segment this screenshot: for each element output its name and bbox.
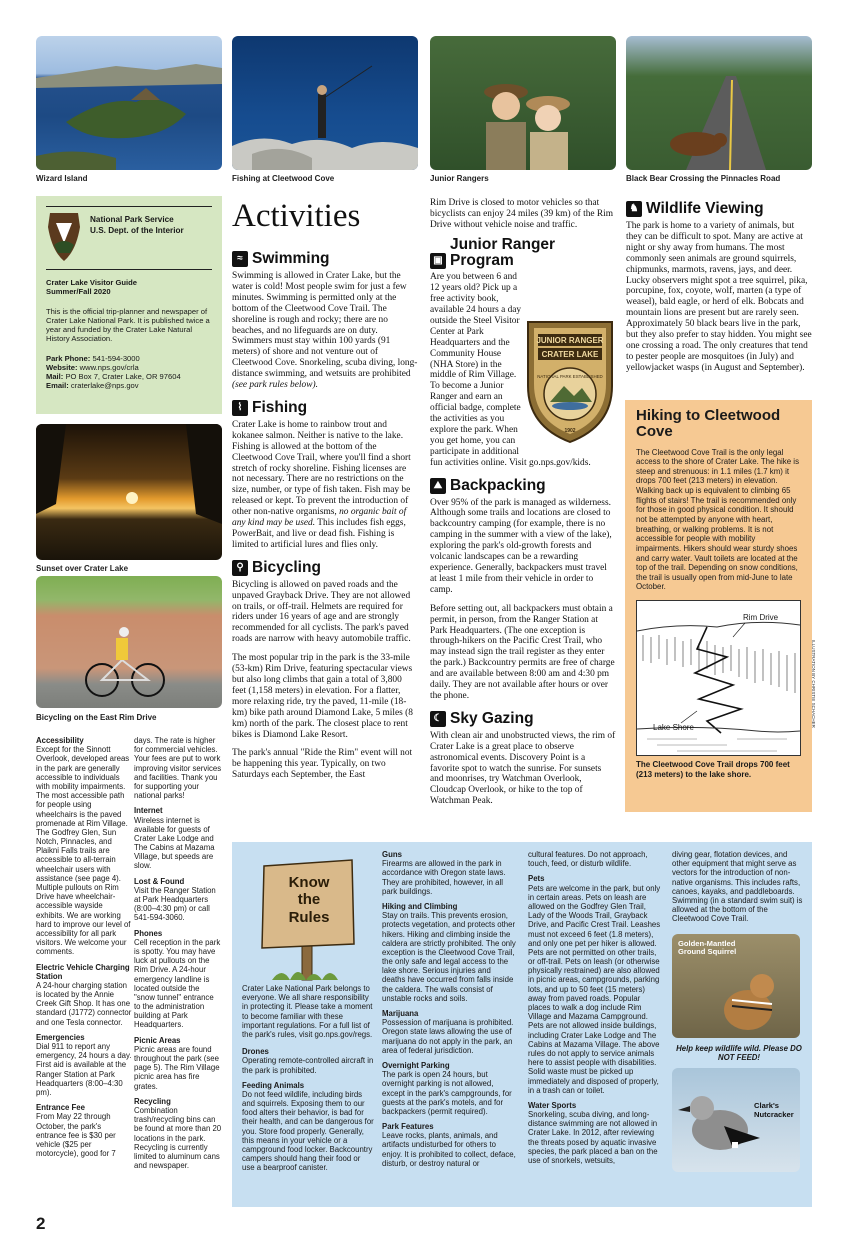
- activities-column-2: [430, 198, 616, 815]
- rules-column-2: [382, 850, 516, 1168]
- nps-info-box: [36, 196, 222, 414]
- info-heading: Picnic Areas: [134, 1035, 181, 1045]
- bicycling-caption: Bicycling on the East Rim Drive: [36, 713, 157, 722]
- sunset-caption: Sunset over Crater Lake: [36, 564, 129, 573]
- fishing-text: Crater Lake is home to rainbow trout and kokanee salmon. Neither is native to the lake. Fishing is allowed at the bottom of the Cleetwood Cove Trail, where you'll find a short stretch of rocky shoreline. Fishing licenses are not necessary. There are no restrictions on the size, number, or type of fish taken. Fish may be released or kept. To prevent the introduction of other non-native organisms, no organic bait of any kind may be used. This includes fish eggs, PowerBait, and live or dead fish. Fishing is limited to artificial lures and flies only.: [232, 419, 411, 550]
- fishing-icon: ⌇: [232, 400, 248, 416]
- wizard-island-illustration: [36, 36, 222, 170]
- junior-ranger-heading: ▣ Junior Ranger Program: [430, 237, 616, 270]
- info-heading: Phones: [134, 928, 163, 938]
- backpacking-text-2: Before setting out, all backpackers must obtain a permit, in person, from the Ranger Station at Park Headquarters. (The one exception is through-hikers on the Pacific Crest Trail, who may instead sign the trail register as they enter the park.) Backcountry permits are free of charge and are available between 8:00 am and 4:30 pm daily. They are not available after hours or over the phone.: [430, 603, 615, 701]
- lake-shore-label: Lake Shore: [653, 723, 694, 733]
- bicycling-text-3: The park's annual "Ride the Rim" event will not be happening this year. Typically, on two Saturdays each September, the East: [232, 748, 413, 781]
- rule-heading: Pets: [528, 874, 545, 884]
- hiker-icon: ⛰: [430, 478, 446, 494]
- info-text: Cell reception in the park is spotty. You may have luck at pullouts on the Rim Drive. A 24-hour emergency landline is located outside the "snow tunnel" entrance to the administration building at Park Headquarters.: [134, 937, 221, 1030]
- info-heading: Accessibility: [36, 736, 84, 745]
- trail-caption: The Cleetwood Cove Trail drops 700 feet (213 meters) to the lake shore.: [636, 760, 790, 779]
- rule-heading: Guns: [382, 850, 402, 859]
- fishing-heading: ⌇ Fishing: [232, 399, 418, 417]
- swimming-text: Swimming is allowed in Crater Lake, but the water is cold! Most people swim for just a few minutes. Swimming is permitted only at the bottom of the Cleetwood Cove Trail. The shoreline is rough and rocky; there are no beaches, and no lifeguards are on duty. Swimmers must stay within 100 yards (91 meters) of shore and not venture out of Cleetwood Cove. Snorkeling, scuba diving, long-distance swimming, and wetsuits are prohibited (see park rules below).: [232, 270, 418, 391]
- backpacking-heading: ⛰ Backpacking: [430, 477, 616, 495]
- info-heading: Internet: [134, 806, 163, 816]
- rule-text: Do not feed wildlife, including birds and squirrels. Exposing them to our food alters their behavior, is bad for their health, and can be dangerous for you. Store food properly. Generally, this means in your vehicle or a campground food locker. Backcountry campers should hang their food or use a bearproof canister.: [242, 1089, 374, 1173]
- wildlife-heading: ♞ Wildlife Viewing: [626, 200, 812, 218]
- bicycling-illustration: [36, 576, 222, 708]
- nutcracker-label: Clark's Nutcracker: [754, 1100, 794, 1119]
- nps-dept: U.S. Dept. of the Interior: [90, 225, 184, 235]
- contact-email: Email: craterlake@nps.gov: [46, 381, 139, 391]
- contact-mail: Mail: PO Box 7, Crater Lake, OR 97604: [46, 372, 181, 381]
- rule-heading: Water Sports: [528, 1100, 577, 1110]
- rule-heading: Park Features: [382, 1122, 434, 1132]
- wildlife-text: The park is home to a variety of animals, but they can be difficult to spot. Many are active at night or shy away from humans. The most commonly seen animals are ground squirrels, chipmunks, marmots, ravens, jays, and deer. Lucky observers might spot a tree squirrel, pika, porcupine, fox, coyote, wolf, marten (a type of weasel), bald eagle, or herd of elk. Bobcats and mountain lions are present but are rarely seen. Approximately 50 black bears live in the park, but they also prefer to stay hidden. You might see one crossing a road. The only creatures that tend to pester people are mosquitoes (in July) and yellowjacket wasps (in August and September).: [626, 220, 812, 373]
- divider: [46, 206, 212, 207]
- rim-drive-label: Rim Drive: [743, 613, 779, 623]
- junior-rangers-photo: [430, 36, 616, 170]
- info-text: Visit the Ranger Station at Park Headquarters (8:00–4:30 pm) or call 541-594-3060.: [134, 885, 216, 923]
- sunset-illustration: [36, 424, 222, 560]
- info-text: days. The rate is higher for commercial vehicles. Your fees are put to work improving visitor services and facilities. Thank you for supporting your national parks!: [134, 736, 222, 801]
- info-heading: Lost & Found: [134, 876, 185, 886]
- park-info-column-2: [134, 736, 222, 1170]
- info-text: Picnic areas are found throughout the park (see page 5). The Rim Village picnic area has fire grates.: [134, 1044, 220, 1091]
- activities-column-3: [626, 196, 812, 382]
- backpacking-text-1: Over 95% of the park is managed as wilderness. Although some trails and locations are closed to backcountry camping (for example, there is no camping in the summer with a view of the lake), exploring the park's old-growth forests and volcanic landscapes can be a rewarding experience. Generally, backpackers must travel at least 1 mile from their vehicle in order to camp.: [430, 497, 612, 595]
- black-bear-caption: Black Bear Crossing the Pinnacles Road: [626, 174, 781, 183]
- rule-text: Possession of marijuana is prohibited. Oregon state laws allowing the use of marijuana do not apply in the park, an area of federal jurisdiction.: [382, 1018, 514, 1055]
- fishing-illustration: [232, 36, 418, 170]
- junior-rangers-caption: Junior Rangers: [430, 174, 489, 183]
- black-bear-photo: [626, 36, 812, 170]
- trail-illustration: [636, 600, 801, 756]
- rules-column-4: [672, 850, 806, 1172]
- junior-ranger-text: Are you between 6 and 12 years old? Pick up a free activity book, available 24 hours a day outside the Steel Visitor Center at Park Headquarters and the Community House (NHA Store) in the middle of Rim Village. To become a Junior Ranger and earn an official badge, complete the activities as you explore the park. When you get home, you can participate in additional fun activities online. Visit go.nps.gov/kids.: [430, 272, 616, 468]
- rule-text: cultural features. Do not approach, touch, feed, or disturb wildlife.: [528, 850, 648, 869]
- info-text: A 24-hour charging station is located by the Annie Creek Gift Shop. It has one standard (J1772) connector and one Tesla connector.: [36, 980, 132, 1027]
- rule-text: The park is open 24 hours, but overnight parking is not allowed, except in the park's campgrounds, for guests at the park's motels, and for backpackers (permit required).: [382, 1070, 512, 1116]
- info-text: Dial 911 to report any emergency, 24 hours a day. First aid is available at the Ranger Station at Park Headquarters (8:00–4:30 pm).: [36, 1042, 132, 1097]
- ground-squirrel-photo: [672, 934, 800, 1038]
- contact-website: Website: www.nps.gov/crla: [46, 362, 139, 372]
- rule-text: Pets are welcome in the park, but only in certain areas. Pets on leash are allowed on the Godfrey Glen Trail, Lady of the Woods Trail, Grayback Drive, and Pacific Crest Trail. Leashes must not exceed 6 feet (1.8 meters), and only one pet per hiker is allowed. Pets are not permitted on other trails, or off-trail. Pets on leash (or otherwise physically restrained) are also allowed in picnic areas, campgrounds, parking lots, and up to 50 feet (15 meters) away from paved roads. Popular places to walk a dog include Rim Village and Mazama Campground. Pets are not allowed inside buildings, including Crater Lake Lodge and The Cabins at Mazama Village. The above rules do not apply to service animals here to assist people with disabilities. Solid waste must be picked up immediately and disposed of properly, in a trash can or toilet.: [528, 883, 661, 1095]
- nutcracker-photo: [672, 1068, 800, 1172]
- rule-text: Stay on trails. This prevents erosion, protects vegetation, and protects other hikers. Hiking and climbing inside the caldera are strictly prohibited. The only exception is the Cleetwood Cove Trail, the only safe and legal access to the lake shore. Serious injuries and deaths have occurred from falls inside the caldera. The walls consist of unstable rocks and soils.: [382, 911, 516, 1003]
- rule-heading: Drones: [242, 1047, 269, 1057]
- info-text: Combination trash/recycling bins can be found at more than 20 locations in the park. Recycling is currently limited to aluminum cans and newspaper.: [134, 1105, 222, 1171]
- bicycling-text-2: The most popular trip in the park is the 33-mile (53-km) Rim Drive, featuring spectacular views but also long climbs that gain a total of 3,800 feet (1,158 meters) in elevation. For a flatter, more relaxing ride, try the paved, 11-mile (18-km) bike path around Diamond Lake, 5 miles (8 km) north of the park. The closest place to rent bikes is Diamond Lake Resort.: [232, 653, 413, 740]
- hiking-text: The Cleetwood Cove Trail is the only legal access to the shore of Crater Lake. The hike is steep and strenuous: in 1.1 miles (1.7 km) it drops 700 feet (213 meters) in elevation. Walking back up is equivalent to climbing 65 flights of stairs! The trail is recommended only for those in good physical condition. It should not be attempted by anyone with heart, breathing, or walking problems. It is not accessible for people with mobility impairments. Hikers should wear sturdy shoes and carry water. Vault toilets are located at the top of the trail. Depending on snow conditions, the trail is usually open from mid-June to late October.: [636, 447, 800, 592]
- info-text: From May 22 through October, the park's entrance fee is $30 per vehicle ($25 per motorcycle), good for 7: [36, 1112, 116, 1159]
- nps-arrowhead-logo: [46, 211, 82, 263]
- rule-text: diving gear, flotation devices, and other equipment that might serve as vectors for the introduction of non-native organisms. This includes rafts, canoes, kayaks, and paddleboards. Swimming (in a standard swim suit) is allowed at the bottom of the Cleetwood Cove Trail.: [672, 850, 803, 924]
- info-heading: Recycling: [134, 1096, 171, 1106]
- badge-junior-ranger-text: JUNIOR RANGER: [536, 336, 604, 346]
- sky-gazing-text: With clean air and unobstructed views, the rim of Crater Lake is a great place to observe astronomical events. Discovery Point is a favorite spot to watch the sunrise. For sunsets and moonrises, try Watchman Overlook, Cloudcap Overlook, or hike to the top of Watchman Peak.: [430, 730, 616, 807]
- rule-text: Firearms are allowed in the park in accordance with Oregon state laws. They are prohibited, however, in all park buildings.: [382, 859, 506, 896]
- info-text: Wireless internet is available for guests of Crater Lake Lodge and The Cabins at Mazama Village, but speeds are slow.: [134, 815, 215, 871]
- contact-phone: Park Phone: 541-594-3000: [46, 353, 140, 363]
- page-number: 2: [36, 1214, 46, 1233]
- junior-rangers-illustration: [430, 36, 616, 170]
- hiking-sidebar: [625, 400, 816, 812]
- rule-heading: Overnight Parking: [382, 1060, 450, 1070]
- guide-title: Crater Lake Visitor Guide: [46, 278, 138, 287]
- sign-rules: Rules: [288, 908, 330, 926]
- rule-text: Snorkeling, scuba diving, and long-distance swimming are not allowed in Crater Lake. In 2012, after reviewing the threats posed by aquatic invasive species, the park placed a ban on the use of snorkels, wetsuits,: [528, 1110, 658, 1165]
- rules-column-3: [528, 850, 664, 1165]
- info-heading: Electric Vehicle Charging Station: [36, 962, 130, 981]
- nutcracker-illustration: [672, 1068, 800, 1172]
- hiking-title: Hiking to Cleetwood Cove: [636, 407, 781, 440]
- guide-season: Summer/Fall 2020: [46, 287, 111, 297]
- sign-know: Know: [288, 874, 330, 891]
- ranger-badge-icon: ▣: [430, 253, 446, 269]
- badge-year-text: 1902: [564, 428, 576, 435]
- wizard-island-caption: Wizard Island: [36, 174, 88, 183]
- info-heading: Emergencies: [36, 1032, 85, 1042]
- rule-heading: Marijuana: [382, 1009, 419, 1018]
- page-title: Activities: [232, 198, 361, 234]
- bicycling-photo: [36, 576, 222, 708]
- rule-heading: Hiking and Climbing: [382, 901, 458, 911]
- sky-gazing-heading: ☾ Sky Gazing: [430, 710, 616, 728]
- park-info-column-1: [36, 736, 132, 1158]
- rules-sign-column: [242, 856, 374, 1173]
- rule-heading: Feeding Animals: [242, 1080, 305, 1090]
- swimmer-icon: ≈: [232, 251, 248, 267]
- fishing-photo: [232, 36, 418, 170]
- info-heading: Entrance Fee: [36, 1103, 85, 1113]
- bicycling-text-1: Bicycling is allowed on paved roads and the unpaved Grayback Drive. They are not allowed on trails, or off-trail. Helmets are required for riders under 16 years of age and are strongly recommended for all cyclists. The park's paved roads are narrow with heavy automobile traffic.: [232, 579, 411, 645]
- squirrel-label: Golden-Mantled Ground Squirrel: [678, 938, 737, 957]
- know-the-rules-box: [232, 842, 812, 1207]
- divider: [46, 269, 212, 270]
- bicycling-text-cont: Rim Drive is closed to motor vehicles so that bicyclists can enjoy 24 miles (39 km) of the Rim Drive without vehicle noise and traffic.: [430, 198, 614, 230]
- know-the-rules-sign: [242, 856, 374, 982]
- info-text: Except for the Sinnott Overlook, developed areas in the park are generally accessible to individuals with mobility impairments. The most accessible path for people using wheelchairs is the paved promenade at Rim Village. The Godfrey Glen, Sun Notch, Pinnacles, and Plaikni Falls trails are accessible to all-terrain wheelchair users with assistance (see page 4). Multiple pullouts on Rim Drive have wheelchair-accessible wayside exhibits. We are working hard to improve our level of accessibility for all park visitors. We welcome your comments.: [36, 745, 131, 957]
- rule-text: Leave rocks, plants, animals, and artifacts undisturbed for others to enjoy. It is prohibited to collect, deface, disturb, or destroy natural or: [382, 1131, 516, 1168]
- wizard-island-photo: [36, 36, 222, 170]
- guide-intro: This is the official trip-planner and newspaper of Crater Lake National Park. It is published twice a year and funded by the Crater Lake Natural History Association.: [46, 306, 210, 344]
- sunset-photo: [36, 424, 222, 560]
- illustration-credit: ILLUSTRATION BY CHRISTIE SCHACHER: [811, 640, 816, 728]
- swimming-heading: ≈ Swimming: [232, 250, 418, 268]
- junior-ranger-badge: [524, 316, 616, 446]
- deer-icon: ♞: [626, 201, 642, 217]
- rules-intro: Crater Lake National Park belongs to everyone. We all share responsibility in protecting it. Please take a moment to become familiar with these important regulations. For a full list of the park's rules, visit go.nps.gov/regs.: [242, 984, 373, 1039]
- fishing-caption: Fishing at Cleetwood Cove: [232, 174, 335, 183]
- nps-agency: National Park Service: [90, 215, 174, 224]
- black-bear-illustration: [626, 36, 812, 170]
- do-not-feed-warning: Help keep wildlife wild. Please DO NOT FEED!: [676, 1043, 802, 1062]
- sign-the: the: [297, 891, 321, 909]
- bicycling-heading: ⚲ Bicycling: [232, 559, 418, 577]
- bicycle-icon: ⚲: [232, 560, 248, 576]
- badge-ring-text: NATIONAL PARK ESTABLISHED: [537, 374, 603, 380]
- badge-crater-lake-text: CRATER LAKE: [541, 350, 599, 360]
- rule-text: Operating remote-controlled aircraft in the park is prohibited.: [242, 1056, 374, 1075]
- moon-icon: ☾: [430, 711, 446, 727]
- activities-column-1: [232, 246, 418, 789]
